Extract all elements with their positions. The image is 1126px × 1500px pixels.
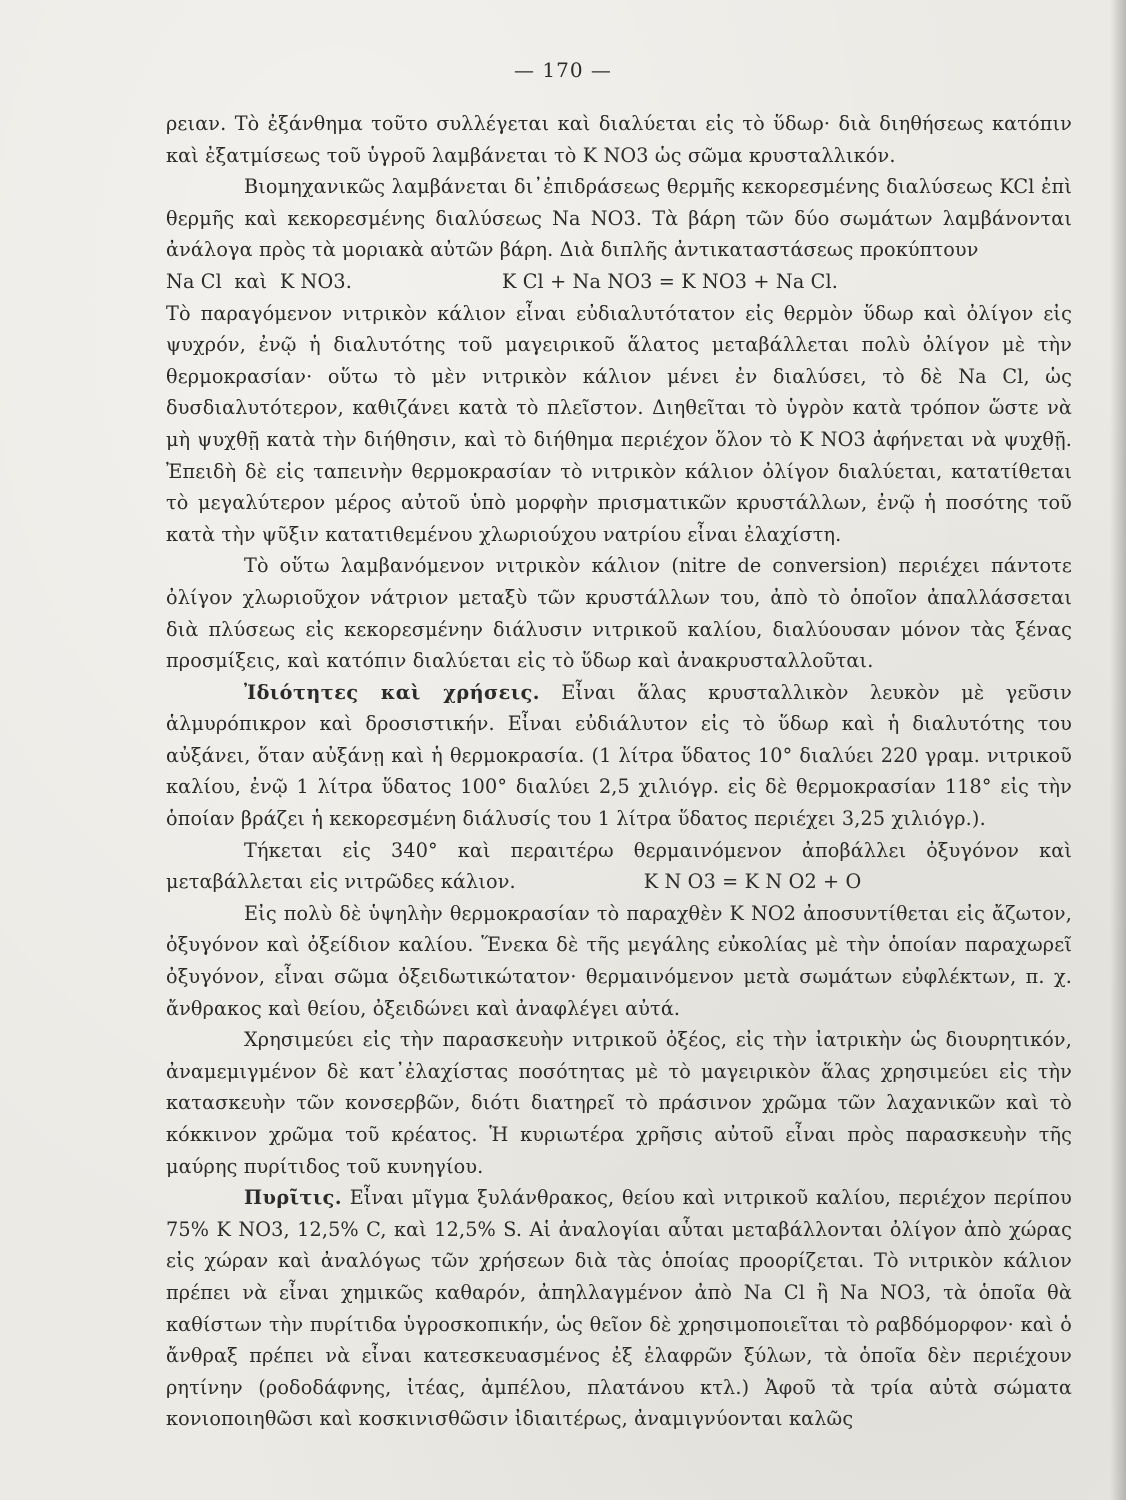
body-text [166,108,1072,1435]
chemical-equation: K Cl + Na NO3 = K NO3 + Na Cl. [501,269,839,293]
paragraph-properties [166,677,1072,835]
paragraph-text: Εἶναι ἅλας κρυσταλλικὸν λευκὸν μὲ γεῦσιν ἁλμυρόπικρον καὶ δροσιστικήν. Εἶναι εὐδιάλυτον εἰς τὸ ὕδωρ καὶ ἡ διαλυτότης του αὐξάνει, ὅταν αὐξάνῃ καὶ ἡ θερμοκρασία. (1 λίτρα ὕδατος 10° διαλύει 220 γραμ. νιτρικοῦ καλίου, ἐνῷ 1 λίτρα ὕδατος 100° διαλύει 2,5 χιλιόγρ. εἰς δὲ θερμοκρασίαν 118° εἰς τὴν ὁποίαν βράζει ἡ κεκορεσμένη διάλυσίς του 1 λίτρα ὕδατος περιέχει 3,25 χιλιόγρ.). [166,680,1072,831]
paragraph-text: Βιομηχανικῶς λαμβάνεται δι᾿ἐπιδράσεως θερμῆς κεκορεσμένης διαλύσεως KCl ἐπὶ θερμῆς καὶ κεκορεσμένης διαλύσεως Na NO3. Τὰ βάρη τῶν δύο σωμάτων λαμβάνονται ἀνάλογα πρὸς τὰ μοριακὰ αὐτῶν βάρη. Διὰ διπλῆς ἀντικαταστάσεως προκύπτουν [166,175,1072,262]
chemical-equation: K N O3 = K N O2 + O [643,870,862,894]
paragraph-gunpowder [166,1182,1072,1435]
paragraph-9 [166,1024,1072,1182]
paragraph-text: Χρησιμεύει εἰς τὴν παρασκευὴν νιτρικοῦ ὀξέος, εἰς τὴν ἰατρικὴν ὡς διουρητικόν, ἀναμεμιγμένον δὲ κατ᾿ἐλαχίστας ποσότητας μὲ τὸ μαγειρικὸν ἅλας χρησιμεύει εἰς τὴν κατασκευὴν τῶν κονσερβῶν, διότι διατηρεῖ τὸ πράσινον χρῶμα τῶν λαχανικῶν καὶ τὸ κόκκινον χρῶμα τοῦ κρέατος. Ἡ κυριωτέρα χρῆσις αὐτοῦ εἶναι πρὸς παρασκευὴν τῆς μαύρης πυρίτιδος τοῦ κυνηγίου. [166,1028,1072,1178]
paragraph-2 [166,171,1072,266]
page-number: — 170 — [514,58,612,82]
paragraph-4 [166,298,1072,551]
section-heading-properties: Ἰδιότητες καὶ χρήσεις. [244,680,540,704]
section-heading-gunpowder: Πυρῖτις. [244,1186,343,1210]
page-edge-shadow [1110,0,1126,1500]
reactants-text: Na Cl καὶ K NO3. [166,269,352,293]
paragraph-1 [166,108,1072,171]
paragraph-text: Εἶναι μῖγμα ξυλάνθρακος, θείου καὶ νιτρικοῦ καλίου, περιέχον περίπου 75% K NO3, 12,5% C, καὶ 12,5% S. Αἱ ἀναλογίαι αὗται μεταβάλλονται ὀλίγον ἀπὸ χώρας εἰς χώραν καὶ ἀναλόγως τῶν χρήσεων διὰ τὰς ὁποίας προορίζεται. Τὸ νιτρικὸν κάλιον πρέπει νὰ εἶναι χημικῶς καθαρόν, ἀπηλλαγμένον ἀπὸ Na Cl ἢ Na NO3, τὰ ὁποῖα θὰ καθίστων τὴν πυρίτιδα ὑγροσκοπικήν, ὡς θεῖον δὲ χρησιμοποιεῖται τὸ ραβδόμορφον· καὶ ὁ ἄνθραξ πρέπει νὰ εἶναι κατεσκευασμένος ἐξ ἐλαφρῶν ξύλων, τὰ ὁποῖα δὲν περιέχουν ρητίνην (ροδοδάφνης, ἰτέας, ἀμπέλου, πλατάνου κτλ.) Ἀφοῦ τὰ τρία αὐτὰ σώματα κονιοποιηθῶσι καὶ κοσκινισθῶσιν ἰδιαιτέρως, ἀναμιγνύονται καλῶς [166,1186,1072,1431]
paragraph-7 [166,835,1072,898]
paragraph-text: Εἰς πολὺ δὲ ὑψηλὴν θερμοκρασίαν τὸ παραχθὲν K NO2 ἀποσυντίθεται εἰς ἄζωτον, ὀξυγόνον καὶ ὀξείδιον καλίου. Ἕνεκα δὲ τῆς μεγάλης εὐκολίας μὲ τὴν ὁποίαν παραχωρεῖ ὀξυγόνον, εἶναι σῶμα ὀξειδωτικώτατον· θερμαινόμενον μετὰ σωμάτων εὐφλέκτων, π. χ. ἄνθρακος καὶ θείου, ὀξειδώνει καὶ ἀναφλέγει αὐτά. [166,901,1072,1020]
paragraph-text: Τὸ παραγόμενον νιτρικὸν κάλιον εἶναι εὐδιαλυτότατον εἰς θερμὸν ὕδωρ καὶ ὀλίγον εἰς ψυχρόν, ἐνῷ ἡ διαλυτότης τοῦ μαγειρικοῦ ἅλατος μεταβάλλεται πολὺ ὀλίγον μὲ τὴν θερμοκρασίαν· οὕτω τὸ μὲν νιτρικὸν κάλιον μένει ἐν διαλύσει, τὸ δὲ Na Cl, ὡς δυσδιαλυτότερον, καθιζάνει κατὰ τὸ πλεῖστον. Διηθεῖται τὸ ὑγρὸν κατὰ τρόπον ὥστε νὰ μὴ ψυχθῇ κατὰ τὴν διήθησιν, καὶ τὸ διήθημα περιέχον ὅλον τὸ K NO3 ἀφήνεται νὰ ψυχθῇ. Ἐπειδὴ δὲ εἰς ταπεινὴν θερμοκρασίαν τὸ νιτρικὸν κάλιον ὀλίγον διαλύεται, κατατίθεται τὸ μεγαλύτερον μέρος αὐτοῦ ὑπὸ μορφὴν πρισματικῶν κρυστάλλων, ἐνῷ ἡ ποσότης τοῦ κατὰ τὴν ψῦξιν κατατιθεμένου χλωριούχου νατρίου εἶναι ἐλαχίστη. [166,301,1072,546]
equation-line [166,266,1072,298]
paragraph-5 [166,550,1072,676]
paragraph-text: ρειαν. Τὸ ἐξάνθημα τοῦτο συλλέγεται καὶ διαλύεται εἰς τὸ ὕδωρ· διὰ διηθήσεως κατόπιν καὶ ἐξατμίσεως τοῦ ὑγροῦ λαμβάνεται τὸ K NO3 ὡς σῶμα κρυσταλλικόν. [166,112,1072,167]
paragraph-text: Τήκεται εἰς 340° καὶ περαιτέρω θερμαινόμενον ἀποβάλλει ὀξυγόνον καὶ μεταβάλλεται εἰς νιτρῶδες κάλιον. [166,838,1072,894]
paragraph-8 [166,898,1072,1024]
paragraph-text: Τὸ οὕτω λαμβανόμενον νιτρικὸν κάλιον (nitre de conversion) περιέχει πάντοτε ὀλίγον χλωριοῦχον νάτριον μεταξὺ τῶν κρυστάλλων του, ἀπὸ τὸ ὁποῖον ἀπαλλάσσεται διὰ πλύσεως εἰς κεκορεσμένην διάλυσιν νιτρικοῦ καλίου, διαλύουσαν μόνον τὰς ξένας προσμίξεις, καὶ κατόπιν διαλύεται εἰς τὸ ὕδωρ καὶ ἀνακρυσταλλοῦται. [166,554,1072,673]
